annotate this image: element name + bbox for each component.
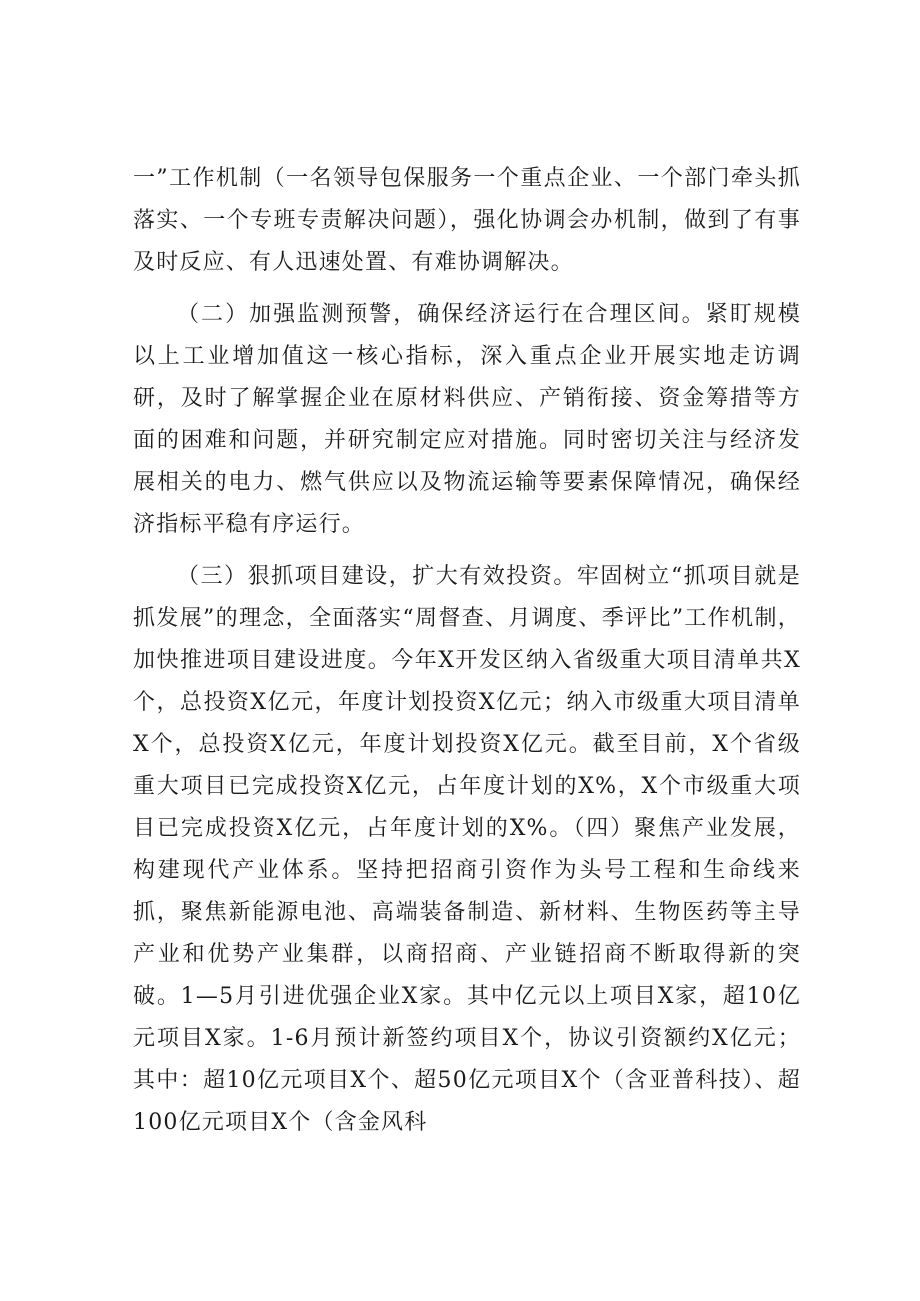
paragraph-monitoring-warning: （二）加强监测预警，确保经济运行在合理区间。紧盯规模以上工业增加值这一核心指标，深入重点企业开展实地走访调研，及时了解掌握企业在原材料供应、产销衔接、资金筹措等方面的困难和问题，并研究制定应对措施。同时密切关注与经济发展相关的电力、燃气供应以及物流运输等要素保障情况，确保经济指标平稳有序运行。 [133, 302, 801, 537]
document-body [133, 158, 801, 1154]
paragraph-work-mechanism: 一”工作机制（一名领导包保服务一个重点企业、一个部门牵头抓落实、一个专班专责解决问题），强化协调会办机制，做到了有事及时反应、有人迅速处置、有难协调解决。 [133, 166, 801, 275]
paragraph-project-construction: （三）狠抓项目建设，扩大有效投资。牢固树立“抓项目就是抓发展”的理念，全面落实“周督查、月调度、季评比”工作机制，加快推进项目建设进度。今年X开发区纳入省级重大项目清单共X个，总投资X亿元，年度计划投资X亿元；纳入市级重大项目清单X个，总投资X亿元，年度计划投资X亿元。截至目前，X个省级重大项目已完成投资X亿元，占年度计划的X%，X个市级重大项目已完成投资X亿元，占年度计划的X%。（四）聚焦产业发展，构建现代产业体系。坚持把招商引资作为头号工程和生命线来抓，聚焦新能源电池、高端装备制造、新材料、生物医药等主导产业和优势产业集群，以商招商、产业链招商不断取得新的突破。1—5月引进优强企业X家。其中亿元以上项目X家，超10亿元项目X家。1-6月预计新签约项目X个，协议引资额约X亿元；其中：超10亿元项目X个、超50亿元项目X个（含亚普科技）、超100亿元项目X个（含金风科 [133, 564, 801, 1135]
